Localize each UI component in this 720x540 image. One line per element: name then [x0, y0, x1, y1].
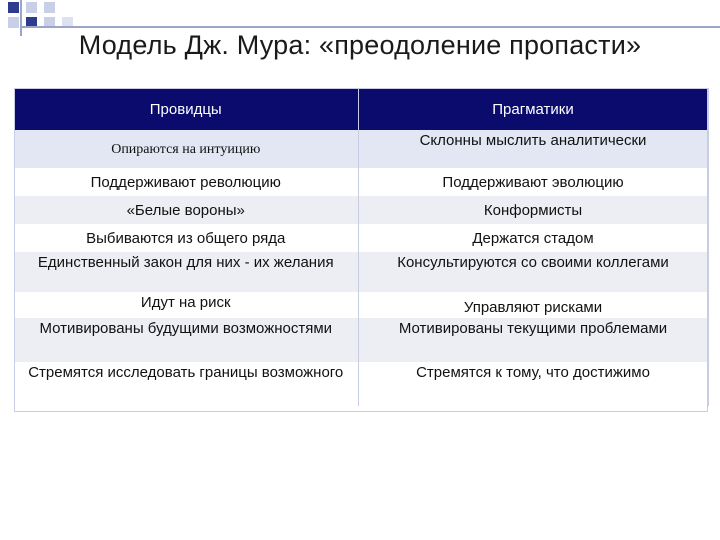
cell-pragmatists: Управляют рисками — [358, 292, 708, 318]
deco-square — [26, 2, 37, 13]
header-visionaries: Провидцы — [14, 88, 358, 130]
table-row — [14, 168, 708, 196]
cell-pragmatists: Держатся стадом — [358, 224, 708, 252]
table-header-row — [14, 88, 708, 130]
cell-pragmatists: Стремятся к тому, что достижимо — [358, 362, 708, 406]
cell-visionaries: Выбиваются из общего ряда — [14, 224, 358, 252]
table-row — [14, 252, 708, 292]
slide-title: Модель Дж. Мура: «преодоление пропасти» — [78, 30, 642, 60]
deco-square — [44, 2, 55, 13]
cell-pragmatists: Поддерживают эволюцию — [358, 168, 708, 196]
cell-visionaries: «Белые вороны» — [14, 196, 358, 224]
cell-pragmatists: Конформисты — [358, 196, 708, 224]
deco-square — [8, 2, 19, 13]
table-row — [14, 224, 708, 252]
header-pragmatists: Прагматики — [358, 88, 708, 130]
cell-pragmatists: Мотивированы текущими проблемами — [358, 318, 708, 362]
comparison-table — [14, 88, 709, 406]
deco-square — [8, 17, 19, 28]
cell-visionaries: Поддерживают революцию — [14, 168, 358, 196]
cell-visionaries: Идут на риск — [14, 292, 358, 318]
cell-visionaries: Единственный закон для них - их желания — [14, 252, 358, 292]
cell-visionaries: Опираются на интуицию — [14, 130, 358, 168]
table-row — [14, 196, 708, 224]
cell-pragmatists: Склонны мыслить аналитически — [358, 130, 708, 168]
deco-line-horizontal — [20, 26, 720, 28]
cell-visionaries: Стремятся исследовать границы возможного — [14, 362, 358, 406]
table-row — [14, 318, 708, 362]
cell-visionaries: Мотивированы будущими возможностями — [14, 318, 358, 362]
table-row — [14, 362, 708, 406]
cell-pragmatists: Консультируются со своими коллегами — [358, 252, 708, 292]
table-row — [14, 130, 708, 168]
table-row — [14, 292, 708, 318]
